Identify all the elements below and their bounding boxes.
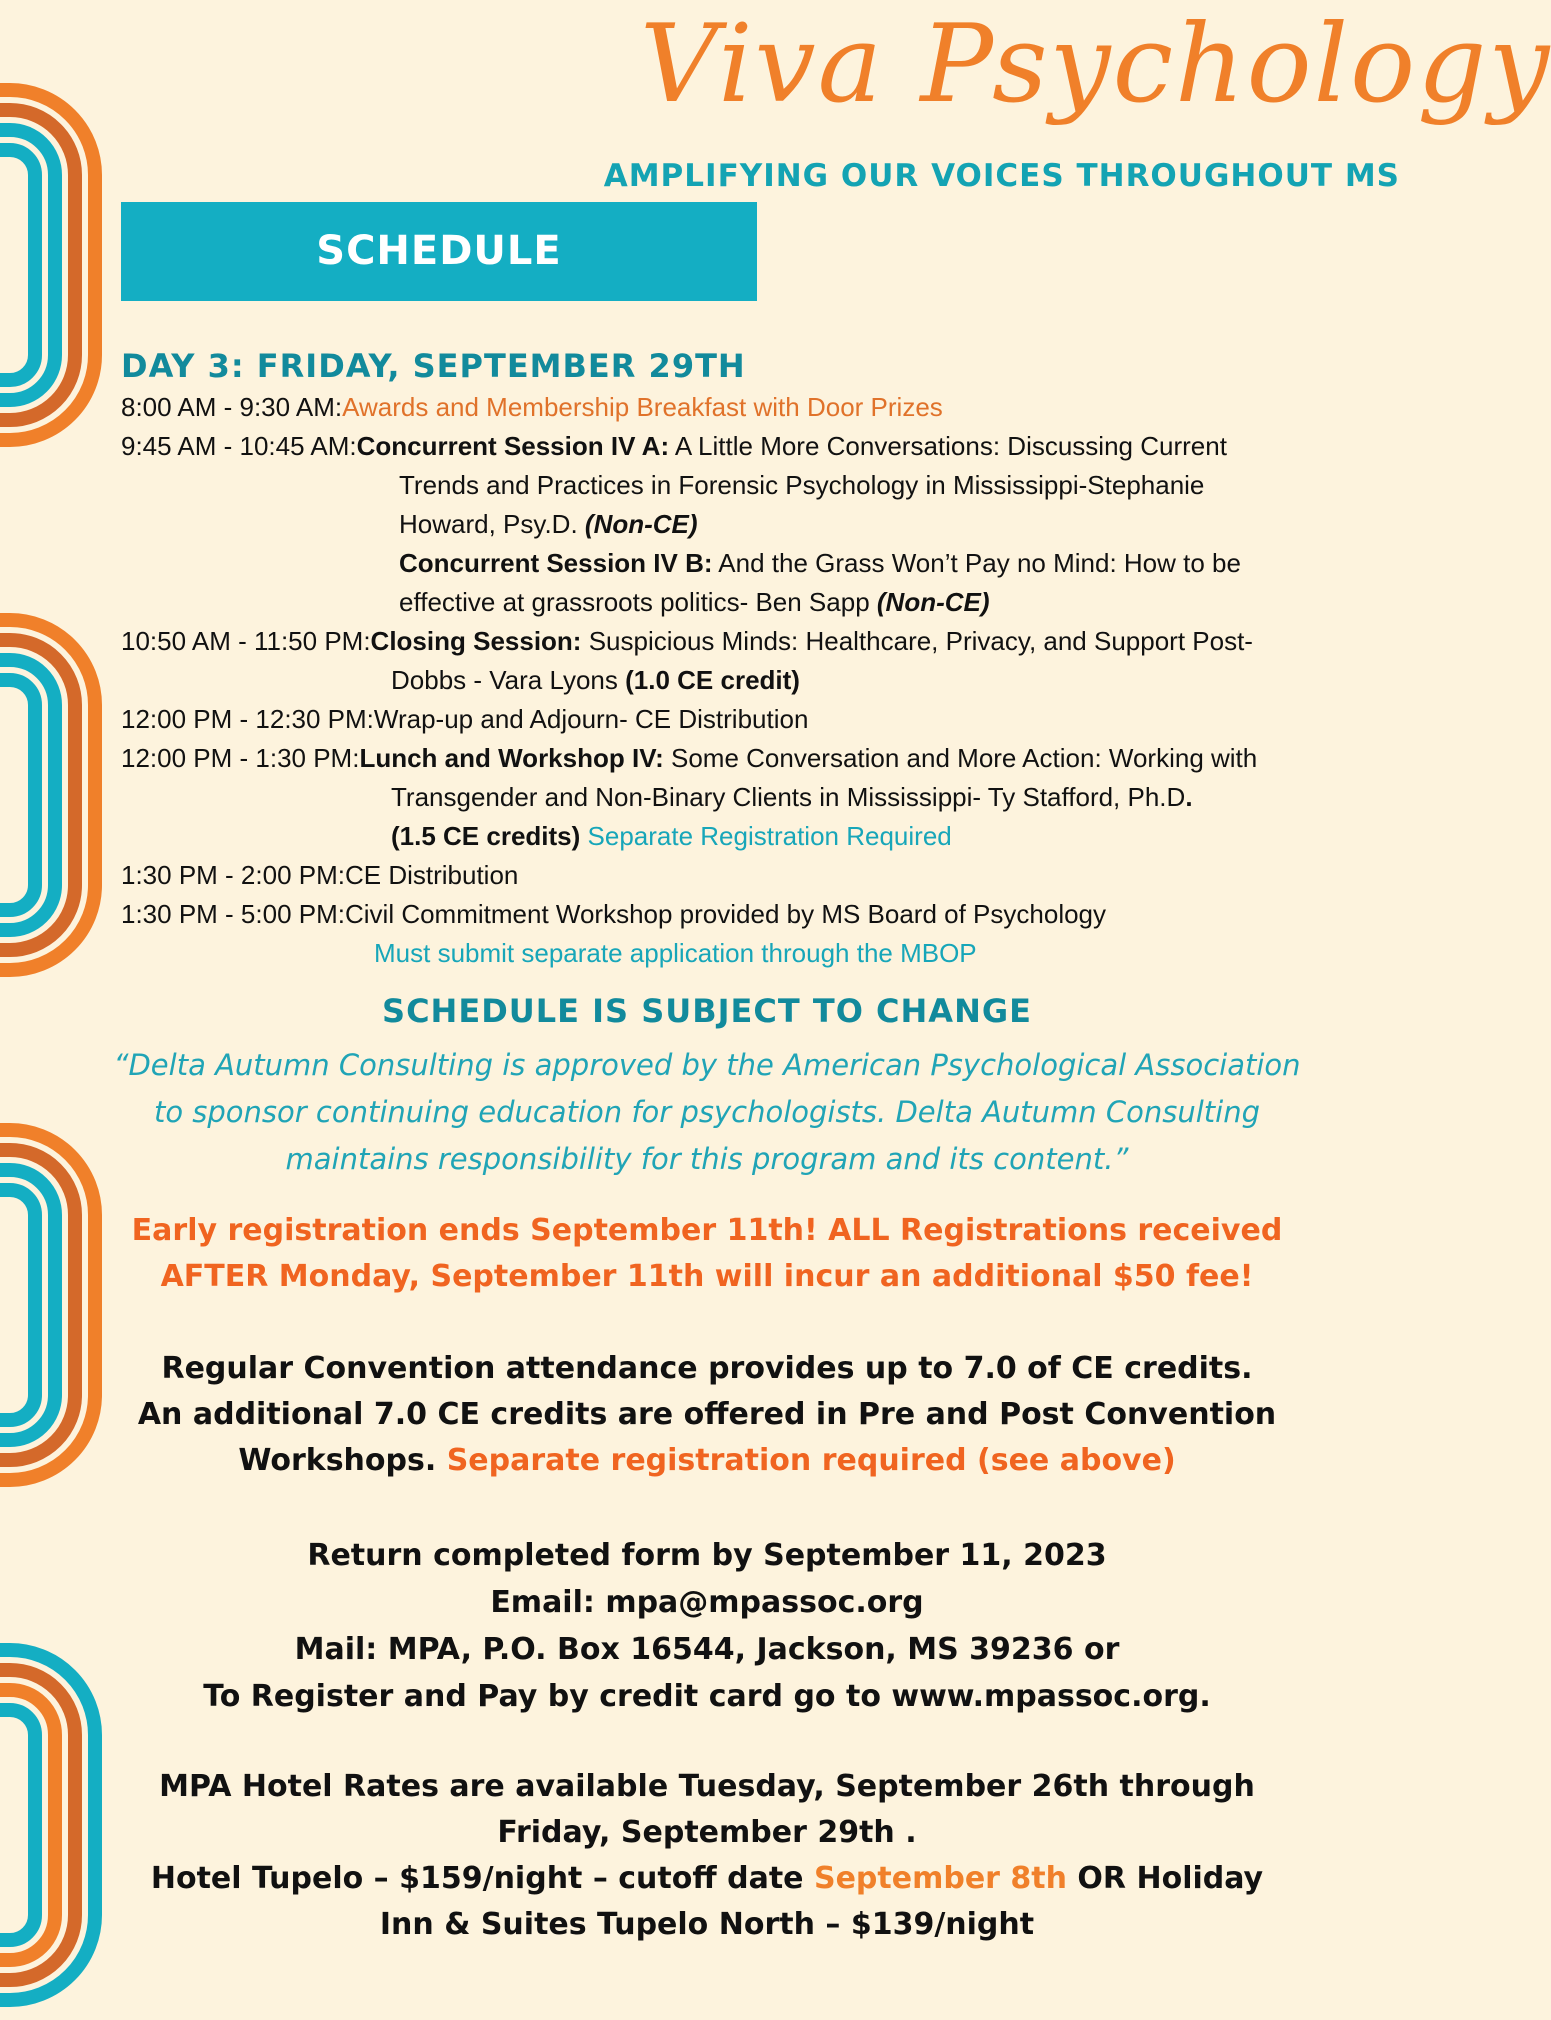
decorative-arches-4 bbox=[0, 1630, 110, 2020]
session-text: Trends and Practices in Forensic Psychology in Mississippi-Stephanie bbox=[399, 470, 1205, 500]
online-registration: To Register and Pay by credit card go to www.mpassoc.org. bbox=[203, 1679, 1211, 1714]
session-text: Transgender and Non-Binary Clients in Mississippi- Ty Stafford, Ph.D bbox=[391, 782, 1186, 812]
page-title: Viva Psychology bbox=[640, 2, 1551, 127]
cutoff-date: September 8th bbox=[813, 1861, 1067, 1896]
schedule-banner bbox=[121, 202, 757, 301]
session-text: Suspicious Minds: Healthcare, Privacy, and Support Post- bbox=[581, 626, 1253, 656]
schedule-title: Civil Commitment Workshop provided by MS Board of Psychology bbox=[344, 899, 1107, 929]
decorative-arches-3 bbox=[0, 1110, 110, 1500]
ce-status: (Non-CE) bbox=[876, 587, 990, 617]
session-label: Lunch and Workshop IV: bbox=[359, 743, 664, 773]
schedule-title: Awards and Membership Breakfast with Door Prizes bbox=[342, 392, 943, 422]
early-registration-notice: Early registration ends September 11th! ALL Registrations received AFTER Monday, September 11th will incur an additional $50 fee! bbox=[131, 1213, 1283, 1294]
schedule-change-notice: SCHEDULE IS SUBJECT TO CHANGE bbox=[382, 992, 1032, 1030]
hotel-info: MPA Hotel Rates are available Tuesday, September 26th through Friday, September 29th . Hotel Tupelo – $159/night – cutoff date September 8th OR Holiday Inn & Suites Tupelo North – $139/night bbox=[150, 1769, 1264, 1942]
schedule-continuation bbox=[121, 661, 1391, 700]
session-text: Howard, Psy.D. bbox=[399, 509, 585, 539]
schedule-time: 10:50 AM - 11:50 PM: bbox=[121, 626, 371, 656]
ce-credits-info: Regular Convention attendance provides up to 7.0 of CE credits. An additional 7.0 CE credits are offered in Pre and Post Convention Workshops. Separate registration required (see above) bbox=[137, 1351, 1277, 1478]
session-text: Some Conversation and More Action: Working with bbox=[663, 743, 1258, 773]
schedule-continuation: Transgender and Non-Binary Clients in Mississippi- Ty Stafford, Ph.D. bbox=[391, 782, 1193, 812]
schedule-item-wrap-up bbox=[121, 700, 1391, 739]
session-label: Concurrent Session IV A: bbox=[356, 431, 670, 461]
schedule-time: 1:30 PM - 5:00 PM: bbox=[121, 899, 345, 929]
schedule-banner-label: SCHEDULE bbox=[316, 228, 562, 274]
apa-statement: “Delta Autumn Consulting is approved by the American Psychological Association to sponsor continuing education for psychologists. Delta Autumn Consulting maintains responsibility for this program and its content.” bbox=[113, 1048, 1301, 1176]
decorative-arches-2 bbox=[0, 600, 110, 990]
schedule-title: Wrap-up and Adjourn- CE Distribution bbox=[373, 704, 809, 734]
session-label: Closing Session: bbox=[370, 626, 582, 656]
schedule-item-concurrent-sessions bbox=[121, 427, 1391, 466]
session-text: A Little More Conversations: Discussing Current bbox=[669, 431, 1227, 461]
decorative-arches-1 bbox=[0, 70, 110, 460]
session-label: Concurrent Session IV B: bbox=[399, 548, 713, 578]
page-subtitle: AMPLIFYING OUR VOICES THROUGHOUT MS bbox=[603, 158, 1400, 194]
day-heading: DAY 3: FRIDAY, SEPTEMBER 29TH bbox=[121, 347, 746, 385]
mailing-address: Mail: MPA, P.O. Box 16544, Jackson, MS 39236 or bbox=[294, 1632, 1120, 1667]
schedule-continuation bbox=[121, 466, 1391, 505]
contact-email: Email: mpa@mpassoc.org bbox=[490, 1585, 924, 1620]
schedule-time: 8:00 AM - 9:30 AM: bbox=[121, 392, 343, 422]
ce-status: (Non-CE) bbox=[584, 509, 698, 539]
schedule-continuation bbox=[121, 544, 1391, 583]
schedule-item-closing-session bbox=[121, 622, 1391, 661]
session-text: effective at grassroots politics- Ben Sapp bbox=[399, 587, 877, 617]
registration-note: Separate Registration Required bbox=[580, 821, 952, 851]
schedule-continuation bbox=[121, 583, 1391, 622]
schedule-item-civil-commitment bbox=[121, 895, 1391, 934]
schedule-item-lunch-workshop bbox=[121, 739, 1391, 778]
contact-info bbox=[100, 1532, 1314, 1720]
schedule-title: CE Distribution bbox=[344, 860, 519, 890]
ce-status: (1.5 CE credits) bbox=[391, 821, 581, 851]
schedule-item-breakfast bbox=[121, 388, 1391, 427]
schedule-time: 1:30 PM - 2:00 PM: bbox=[121, 860, 345, 890]
ce-status: (1.0 CE credit) bbox=[625, 665, 800, 695]
schedule-continuation bbox=[121, 505, 1391, 544]
session-text: And the Grass Won’t Pay no Mind: How to be bbox=[712, 548, 1241, 578]
schedule-list bbox=[121, 388, 1391, 973]
schedule-time: 12:00 PM - 12:30 PM: bbox=[121, 704, 374, 734]
registration-note: Must submit separate application through the MBOP bbox=[374, 938, 977, 968]
session-text: Dobbs - Vara Lyons bbox=[391, 665, 626, 695]
schedule-time: 12:00 PM - 1:30 PM: bbox=[121, 743, 360, 773]
return-deadline: Return completed form by September 11, 2023 bbox=[307, 1538, 1107, 1573]
schedule-continuation bbox=[121, 817, 1391, 856]
schedule-time: 9:45 AM - 10:45 AM: bbox=[121, 431, 357, 461]
separate-registration-note: Separate registration required (see above) bbox=[446, 1443, 1176, 1478]
schedule-item-ce-distribution bbox=[121, 856, 1391, 895]
